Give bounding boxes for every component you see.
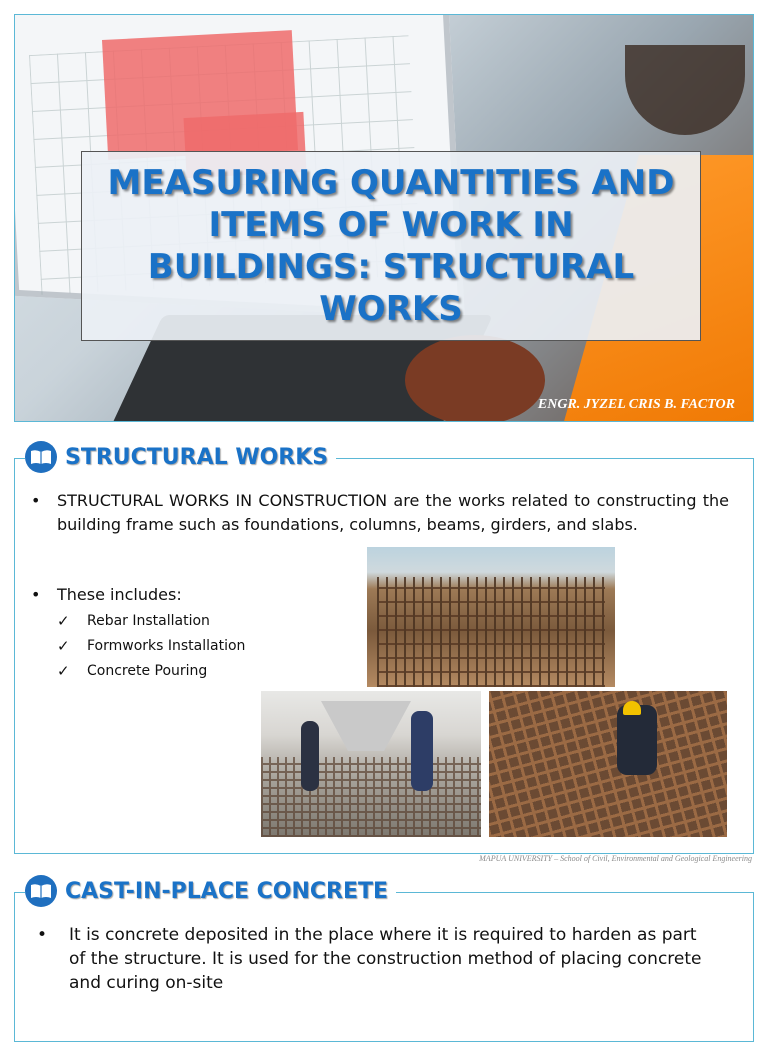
section-heading [25, 441, 336, 473]
section-heading [25, 875, 396, 907]
checklist-item: ✓ Rebar Installation [57, 609, 729, 634]
bullet-text: • These includes: [29, 583, 729, 607]
bullet-text: • It is concrete deposited in the place where it is required to harden as part of the structure. It is used for the construction method of placing concrete and curing on-site [35, 923, 715, 995]
footer-note: MAPUA UNIVERSITY – School of Civil, Environmental and Geological Engineering [479, 854, 752, 863]
coffee-cup-image [625, 45, 745, 135]
structural-works-slide [14, 444, 754, 854]
section-title: STRUCTURAL WORKS [65, 444, 329, 470]
bullet-text: • STRUCTURAL WORKS IN CONSTRUCTION are the works related to constructing the building frame such as foundations, columns, beams, girders, and slabs. [29, 489, 729, 537]
rebar-worker-photo [489, 691, 727, 837]
book-icon [25, 441, 57, 473]
checklist-item: ✓ Concrete Pouring [57, 659, 729, 684]
rebar-foundation-photo [367, 547, 615, 687]
section-title: CAST-IN-PLACE CONCRETE [65, 878, 389, 904]
checklist-item: ✓ Formworks Installation [57, 634, 729, 659]
title-box [81, 151, 701, 341]
title-slide [14, 14, 754, 422]
book-icon [25, 875, 57, 907]
author-name: ENGR. JYZEL CRIS B. FACTOR [537, 397, 735, 412]
cast-in-place-slide [14, 878, 754, 1042]
slide-body [35, 923, 715, 995]
concrete-pouring-photo [261, 691, 481, 837]
hand-image [405, 335, 545, 422]
slide-title: MEASURING QUANTITIES AND ITEMS OF WORK IN BUILDINGS: STRUCTURAL WORKS [107, 163, 675, 329]
